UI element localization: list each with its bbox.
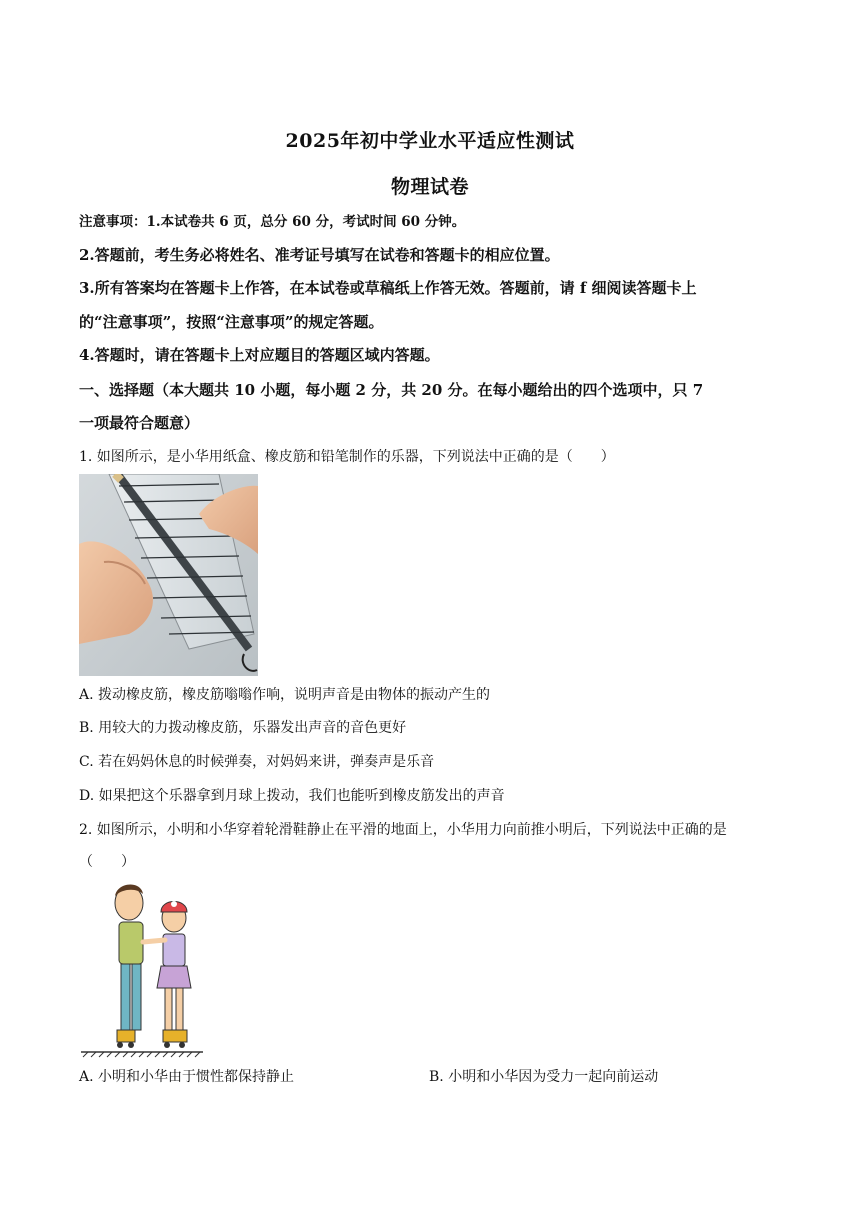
two-kids-on-roller-skates [79, 878, 205, 1058]
q1-option-b: B. 用较大的力拨动橡皮筋，乐器发出声音的音色更好 [79, 720, 407, 736]
exam-subtitle: 物理试卷 [390, 176, 469, 198]
q2-option-a: A. 小明和小华由于惯性都保持静止 [79, 1069, 295, 1085]
section-heading-a: 一、选择题（本大题共 10 小题，每小题 2 分，共 20 分。在每小题给出的四个选项中，只 7 [79, 381, 704, 399]
rubber-band-instrument-photo [79, 474, 258, 676]
q1-option-a: A. 拨动橡皮筋，橡皮筋嗡嗡作响，说明声音是由物体的振动产生的 [79, 687, 491, 703]
note-line-4: 4.答题时，请在答题卡上对应题目的答题区域内答题。 [79, 346, 440, 364]
q2-option-b: B. 小明和小华因为受力一起向前运动 [429, 1069, 659, 1085]
exam-title: 2025年初中学业水平适应性测试 [285, 130, 575, 152]
note-line-1: 注意事项：1.本试卷共 6 页，总分 60 分，考试时间 60 分钟。 [79, 214, 466, 230]
note-line-3a: 3.所有答案均在答题卡上作答，在本试卷或草稿纸上作答无效。答题前，请 f 细阅读答题卡上 [79, 279, 697, 297]
note-line-3b: 的“注意事项”，按照“注意事项”的规定答题。 [79, 313, 384, 331]
q1-stem: 1. 如图所示，是小华用纸盒、橡皮筋和铅笔制作的乐器，下列说法中正确的是（ ） [79, 449, 615, 465]
note-line-2: 2.答题前，考生务必将姓名、准考证号填写在试卷和答题卡的相应位置。 [79, 246, 560, 264]
q2-stem-a: 2. 如图所示，小明和小华穿着轮滑鞋静止在平滑的地面上，小华用力向前推小明后，下列说法中正确的是 [79, 822, 727, 838]
q2-stem-b: （ ） [79, 854, 135, 870]
q1-option-d: D. 如果把这个乐器拿到月球上拨动，我们也能听到橡皮筋发出的声音 [79, 788, 505, 804]
section-heading-b: 一项最符合题意） [79, 414, 200, 432]
q1-option-c: C. 若在妈妈休息的时候弹奏，对妈妈来讲，弹奏声是乐音 [79, 754, 435, 770]
